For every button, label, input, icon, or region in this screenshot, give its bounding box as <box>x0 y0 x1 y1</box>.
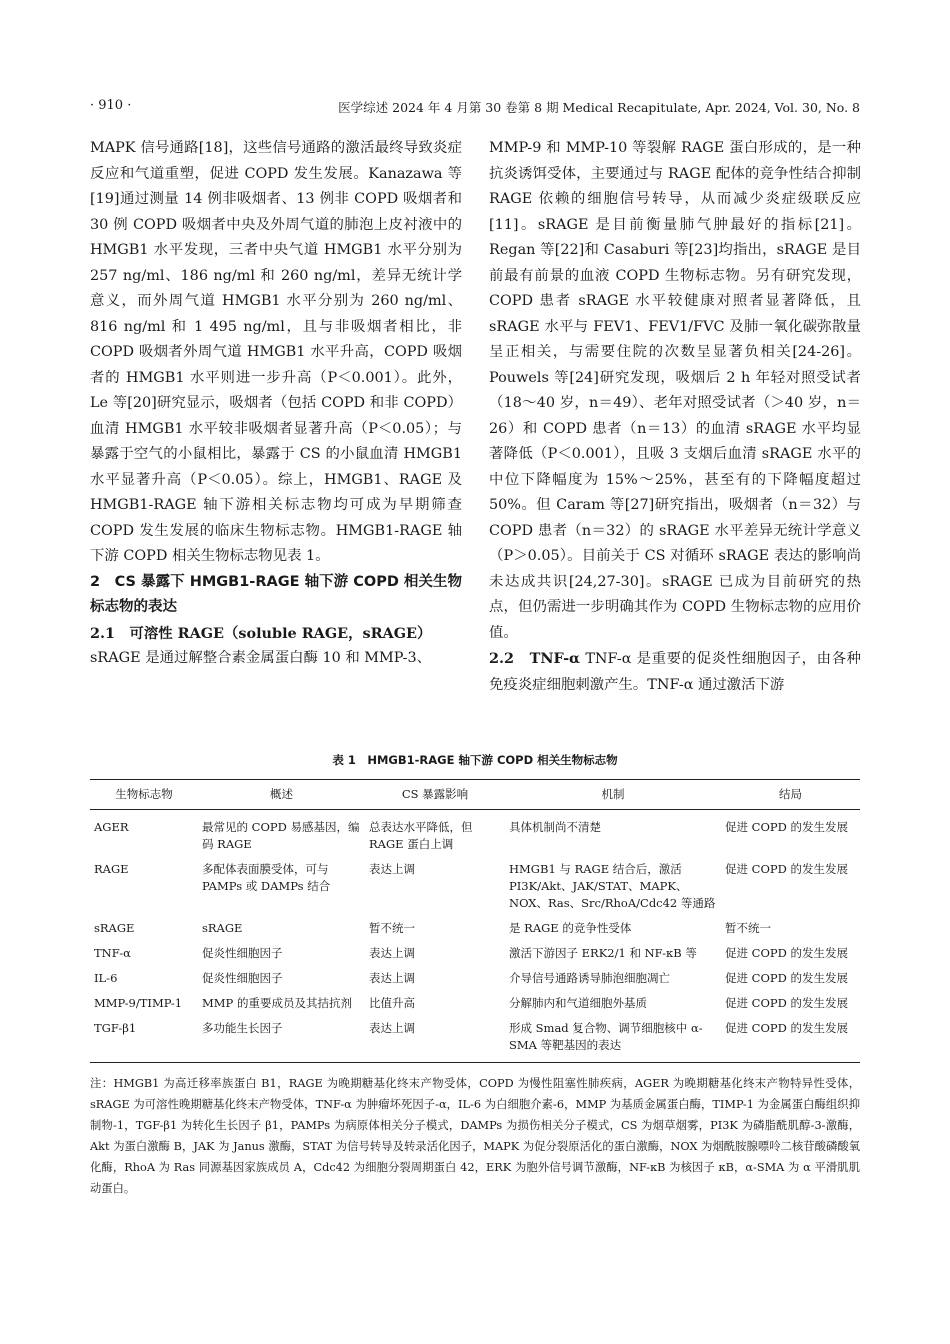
table-row <box>90 991 860 1016</box>
table-cell: 具体机制尚不清楚 <box>509 820 601 834</box>
table-row <box>90 916 860 941</box>
table-cell: 比值升高 <box>369 996 415 1010</box>
table-notes: 注：HMGB1 为高迁移率族蛋白 B1，RAGE 为晚期糖基化终末产物受体，COPD 为慢性阻塞性肺疾病，AGER 为晚期糖基化终末产物特异性受体，sRAGE 为可溶性晚期糖基化终末产物受体，TNF-α 为肿瘤坏死因子-α，IL-6 为白细胞介素-6，MMP 为基质金属蛋白酶，TIMP-1 为金属蛋白酶组织抑制物-1，TGF-β1 为转化生长因子 β1，PAMPs 为病原体相关分子模式，DAMPs 为损伤相关分子模式，CS 为烟草烟雾，PI3K 为磷脂酰肌醇-3-激酶，Akt 为蛋白激酶 B，JAK 为 Janus 激酶，STAT 为信号转导及转录活化因子，MAPK 为促分裂原活化的蛋白激酶，NOX 为烟酰胺腺嘌呤二核苷酸磷酸氧化酶，RhoA 为 Ras 同源基因家族成员 A，Cdc42 为细胞分裂周期蛋白 42，ERK 为胞外信号调节激酶，NF-κB 为核因子 κB，α-SMA 为 α 平滑肌肌动蛋白。 <box>90 1077 860 1195</box>
header-cell: CS 暴露影响 <box>365 780 505 810</box>
left-column <box>90 136 462 672</box>
subsection-heading-2-1: 2.1 可溶性 RAGE（soluble RAGE，sRAGE） <box>90 624 432 642</box>
table-cell: 分解肺内和气道细胞外基质 <box>509 996 647 1010</box>
table-cell: sRAGE <box>202 921 243 935</box>
right-paragraph-1: MMP-9 和 MMP-10 等裂解 RAGE 蛋白形成的，是一种抗炎诱饵受体，主要通过与 RAGE 配体的竞争性结合抑制 RAGE 依赖的细胞信号转导，从而减少炎症级联反应[11]。sRAGE 是目前衡量肺气肿最好的指标[21]。Regan 等[22]和 Casaburi 等[23]均指出，sRAGE 是目前最有前景的血液 COPD 生物标志物。另有研究发现，COPD 患者 sRAGE 水平较健康对照者显著降低，且 sRAGE 水平与 FEV1、FEV1/FVC 及肺一氧化碳弥散量呈正相关，与需要住院的次数呈显著负相关[24-26]。Pouwels 等[24]研究发现，吸烟后 2 h 年轻对照受试者（18～40 岁，n＝49）、老年对照受试者（＞40 岁，n＝26）和 COPD 患者（n＝13）的血清 sRAGE 水平均显著降低（P＜0.001），且吸 3 支烟后血清 sRAGE 水平的中位下降幅度为 15%～25%，甚至有的下降幅度超过 50%。但 Caram 等[27]研究指出，吸烟者（n＝32）与 COPD 患者（n＝32）的 sRAGE 水平差异无统计学意义（P＞0.05）。目前关于 CS 对循环 sRAGE 表达的影响尚未达成共识[24,27-30]。sRAGE 已成为目前研究的热点，但仍需进一步明确其作为 COPD 生物标志物的应用价值。 <box>489 140 861 641</box>
table-cell: MMP 的重要成员及其拮抗剂 <box>202 996 352 1010</box>
table-row <box>90 941 860 966</box>
table-caption: 表 1 HMGB1-RAGE 轴下游 COPD 相关生物标志物 <box>332 753 618 767</box>
table-cell: 促进 COPD 的发生发展 <box>725 946 848 960</box>
table-cell: 激活下游因子 ERK2/1 和 NF-κB 等 <box>509 946 697 960</box>
table-row <box>90 810 860 858</box>
table-cell: 促进 COPD 的发生发展 <box>725 971 848 985</box>
table-row <box>90 857 860 916</box>
table-cell: RAGE <box>94 862 129 876</box>
table-cell: 表达上调 <box>365 1016 505 1063</box>
right-column <box>489 136 861 698</box>
table-cell: 表达上调 <box>369 946 415 960</box>
table-cell: IL-6 <box>94 971 118 985</box>
table-cell: 介导信号通路诱导肺泡细胞凋亡 <box>509 971 670 985</box>
left-paragraph-1: MAPK 信号通路[18]，这些信号通路的激活最终导致炎症反应和气道重塑，促进 COPD 发生发展。Kanazawa 等[19]通过测量 14 例非吸烟者、13 例非 COPD 吸烟者和 30 例 COPD 吸烟者中央及外周气道的肺泡上皮衬液中的 HMGB1 水平发现，三者中央气道 HMGB1 水平分别为 257 ng/ml、186 ng/ml 和 260 ng/ml，差异无统计学意义，而外周气道 HMGB1 水平分别为 260 ng/ml、816 ng/ml 和 1 495 ng/ml，且与非吸烟者相比，非 COPD 吸烟者外周气道 HMGB1 水平升高，COPD 吸烟者的 HMGB1 水平则进一步升高（P＜0.001）。此外，Le 等[20]研究显示，吸烟者（包括 COPD 和非 COPD）血清 HMGB1 水平较非吸烟者显著升高（P＜0.05）；与暴露于空气的小鼠相比，暴露于 CS 的小鼠血清 HMGB1 水平显著升高（P＜0.05）。综上，HMGB1、RAGE 及 HMGB1-RAGE 轴下游相关标志物均可成为早期筛查 COPD 发生发展的临床生物标志物。HMGB1-RAGE 轴下游 COPD 相关生物标志物见表 1。 <box>90 140 462 564</box>
table-cell: 表达上调 <box>369 971 415 985</box>
table-cell: TNF-α <box>94 946 131 960</box>
table-1 <box>90 752 860 1199</box>
table-cell: MMP-9/TIMP-1 <box>94 996 183 1010</box>
table-cell: 多配体表面膜受体，可与 PAMPs 或 DAMPs 结合 <box>202 862 331 893</box>
table-row <box>90 966 860 991</box>
table-cell: AGER <box>94 820 129 834</box>
header-cell: 结局 <box>721 780 860 810</box>
table-cell: 促进 COPD 的发生发展 <box>725 996 848 1010</box>
table-cell: 最常见的 COPD 易感基因，编码 RAGE <box>202 820 360 851</box>
table-cell: sRAGE <box>94 921 135 935</box>
table-cell: 促进 COPD 的发生发展 <box>725 820 848 834</box>
subsection-heading-2-2: 2.2 TNF-α <box>489 650 581 667</box>
table-cell: TGF-β1 <box>90 1016 198 1063</box>
table-cell: 多功能生长因子 <box>198 1016 365 1063</box>
table-cell: 促炎性细胞因子 <box>202 946 283 960</box>
header-cell: 机制 <box>505 780 721 810</box>
table-cell: 促进 COPD 的发生发展 <box>725 862 848 876</box>
table-cell: 表达上调 <box>369 862 415 876</box>
header-cell: 概述 <box>198 780 365 810</box>
table-cell: 总表达水平降低，但 RAGE 蛋白上调 <box>369 820 473 851</box>
page-number: · 910 · <box>90 98 132 113</box>
table-cell: 促炎性细胞因子 <box>202 971 283 985</box>
section-heading-2: 2 CS 暴露下 HMGB1-RAGE 轴下游 COPD 相关生物标志物的表达 <box>90 573 462 615</box>
right-paragraph-2-text: TNF-α 是重要的促炎性细胞因子，由各种免疫炎症细胞刺激产生。TNF-α 通过激活下游 <box>489 651 861 693</box>
table-header-row <box>90 780 860 810</box>
journal-running-header: 医学综述 2024 年 4 月第 30 卷第 8 期 Medical Recapitulate, Apr. 2024, Vol. 30, No. 8 <box>338 100 860 115</box>
table-cell: 是 RAGE 的竞争性受体 <box>509 921 632 935</box>
table-row <box>90 1016 860 1063</box>
table-cell: 暂不统一 <box>369 921 415 935</box>
table-cell: 促进 COPD 的发生发展 <box>721 1016 860 1063</box>
right-paragraph-2 <box>489 646 861 698</box>
table-cell: HMGB1 与 RAGE 结合后，激活 PI3K/Akt、JAK/STAT、MAPK、NOX、Ras、Src/RhoA/Cdc42 等通路 <box>509 862 716 910</box>
biomarker-table <box>90 779 860 1063</box>
table-cell: 暂不统一 <box>725 921 771 935</box>
left-paragraph-2: sRAGE 是通过解整合素金属蛋白酶 10 和 MMP-3、 <box>90 650 432 666</box>
table-cell: 形成 Smad 复合物、调节细胞核中 α-SMA 等靶基因的表达 <box>505 1016 721 1063</box>
header-cell: 生物标志物 <box>90 780 198 810</box>
page-header <box>0 96 950 120</box>
